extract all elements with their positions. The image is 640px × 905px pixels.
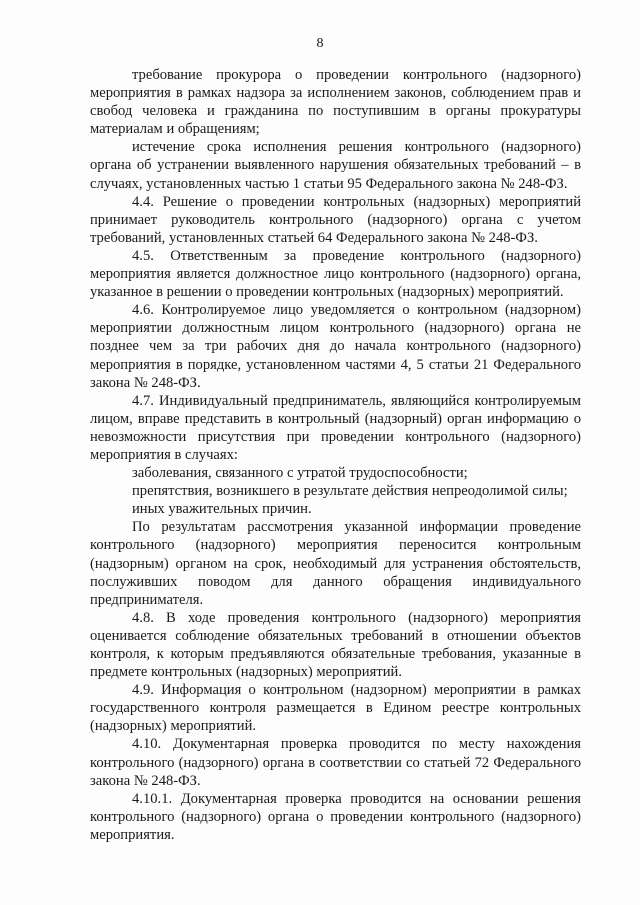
document-body [90,66,581,844]
paragraph-postponement: По результатам рассмотрения указанной информации проведение контрольного (надзорного) мероприятия переносится контрольным (надзорным) органом на срок, необходимый для устранения обстоятельств, послуживших поводом для данного обращения индивидуального предпринимателя. [90,519,581,608]
paragraph-4-9: 4.9. Информация о контрольном (надзорном) мероприятии в рамках государственного контроля размещается в Едином реестре контрольных (надзорных) мероприятий. [90,682,581,735]
list-item-illness: заболевания, связанного с утратой трудоспособности; [132,465,468,482]
paragraph-4-4: 4.4. Решение о проведении контрольных (надзорных) мероприятий принимает руководитель контрольного (надзорного) органа с учетом требований, установленных статьей 64 Федерального закона № 248-ФЗ. [90,193,581,246]
page-number: 8 [316,36,324,51]
paragraph-4-6: 4.6. Контролируемое лицо уведомляется о контрольном (надзорном) мероприятии должностным лицом контрольного (надзорного) органа не позднее чем за три рабочих дня до начала контрольного (надзорного) мероприятия в порядке, установленном частями 4, 5 статьи 21 Федерального закона № 248-ФЗ. [90,302,581,391]
paragraph-4-7: 4.7. Индивидуальный предприниматель, являющийся контролируемым лицом, вправе представить в контрольный (надзорный) орган информацию о невозможности присутствия при проведении контрольного (надзорного) мероприятия в случаях: [90,392,581,463]
list-item-force-majeure: препятствия, возникшего в результате действия непреодолимой силы; [132,483,568,500]
paragraph-4-10-1: 4.10.1. Документарная проверка проводится на основании решения контрольного (надзорного) органа о проведении контрольного (надзорного) мероприятия. [90,790,581,843]
paragraph-4-5: 4.5. Ответственным за проведение контрольного (надзорного) мероприятия является должностное лицо контрольного (надзорного) органа, указанное в решении о проведении контрольных (надзорных) мероприятий. [90,247,581,301]
paragraph-4-8: 4.8. В ходе проведения контрольного (надзорного) мероприятия оценивается соблюдение обязательных требований в отношении объектов контроля, к которым предъявляются обязательные требования, указанные в предмете контрольных (надзорных) мероприятий. [90,609,581,681]
paragraph-prosecutor-request: требование прокурора о проведении контрольного (надзорного) мероприятия в рамках надзора за исполнением законов, соблюдением прав и свобод человека и гражданина по поступившим в органы прокуратуры материалам и обращениям; [90,67,581,138]
paragraph-4-10: 4.10. Документарная проверка проводится по месту нахождения контрольного (надзорного) органа в соответствии со статьей 72 Федерального закона № 248-ФЗ. [90,736,581,789]
list-item-other-reasons: иных уважительных причин. [132,501,312,518]
paragraph-deadline-expiry: истечение срока исполнения решения контрольного (надзорного) органа об устранении выявленного нарушения обязательных требований – в случаях, установленных частью 1 статьи 95 Федерального закона № 248-ФЗ. [90,139,581,192]
